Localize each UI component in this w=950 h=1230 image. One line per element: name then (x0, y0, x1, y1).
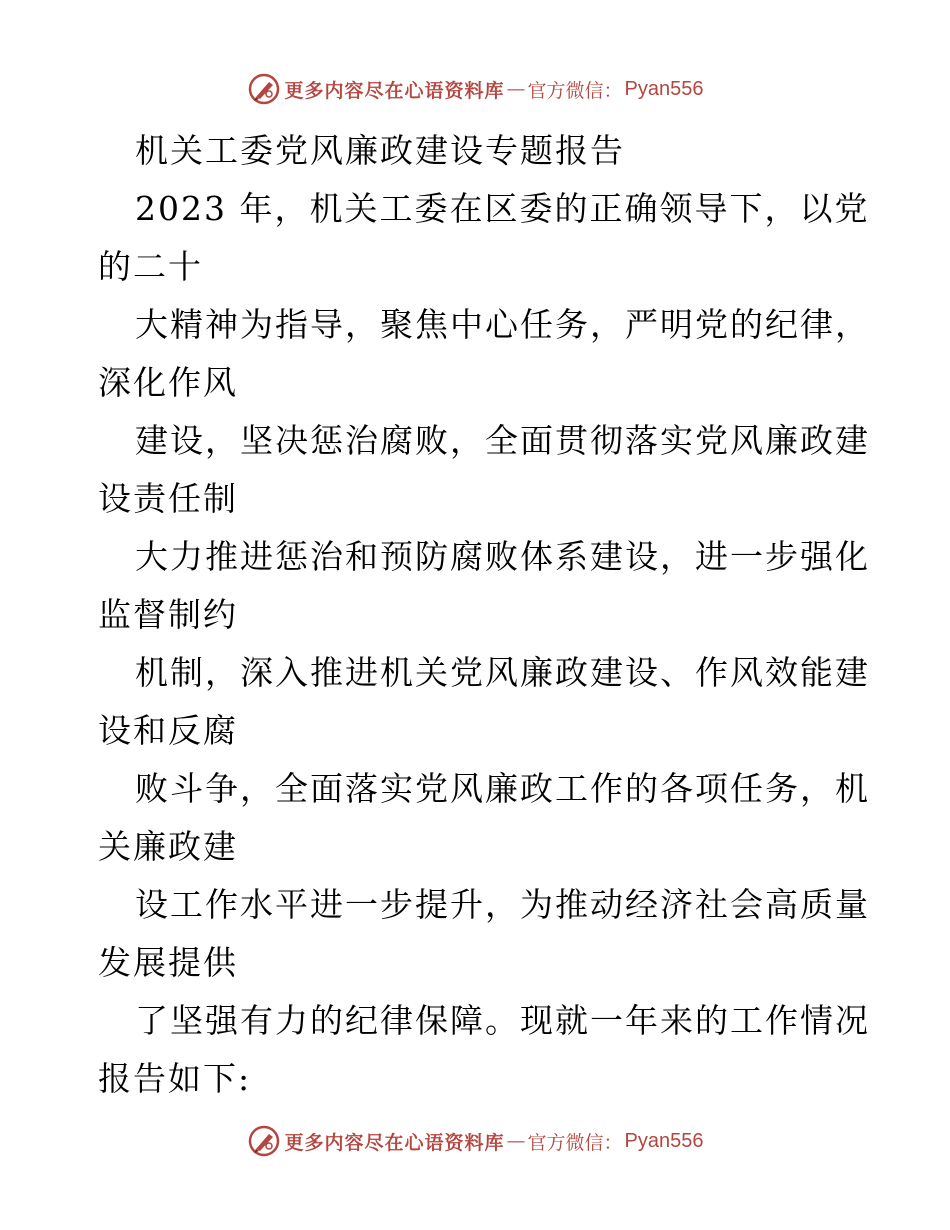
document-line: 建设，坚决惩治腐败，全面贯彻落实党风廉政建 (135, 421, 870, 460)
document-line: 报告如下: (98, 1059, 252, 1098)
watermark-wechat-label: 官方微信： (527, 1131, 623, 1154)
watermark-wechat-label: 官方微信： (527, 79, 623, 102)
watermark-text: 更多内容尽在心语资料库 (284, 1131, 505, 1154)
document-line: 了坚强有力的纪律保障。现就一年来的工作情况 (135, 1001, 870, 1040)
document-title: 机关工委党风廉政建设专题报告 (135, 131, 625, 170)
document-line: 发展提供 (98, 943, 238, 982)
pen-logo-icon (247, 72, 281, 106)
document-line: 监督制约 (98, 595, 238, 634)
watermark-separator: — (506, 1130, 526, 1152)
document-body (98, 122, 870, 1108)
document-line: 设工作水平进一步提升，为推动经济社会高质量 (135, 885, 870, 924)
document-line: 深化作风 (98, 363, 238, 402)
document-line: 2023 年，机关工委在区委的正确领导下，以党 (135, 189, 870, 228)
document-line: 设和反腐 (98, 711, 238, 750)
watermark-header (0, 72, 950, 106)
document-line: 设责任制 (98, 479, 238, 518)
watermark-footer (0, 1124, 950, 1158)
watermark-wechat-id: Pyan556 (624, 1129, 704, 1152)
document-line: 大精神为指导，聚焦中心任务，严明党的纪律， (135, 305, 870, 344)
document-line: 机制，深入推进机关党风廉政建设、作风效能建 (135, 653, 870, 692)
watermark-separator: — (506, 78, 526, 100)
document-line: 的二十 (98, 247, 203, 286)
pen-logo-icon (247, 1124, 281, 1158)
watermark-wechat-id: Pyan556 (624, 77, 704, 100)
watermark-text: 更多内容尽在心语资料库 (284, 79, 505, 102)
document-line: 大力推进惩治和预防腐败体系建设，进一步强化 (135, 537, 870, 576)
document-line: 关廉政建 (98, 827, 238, 866)
document-line: 败斗争，全面落实党风廉政工作的各项任务，机 (135, 769, 870, 808)
